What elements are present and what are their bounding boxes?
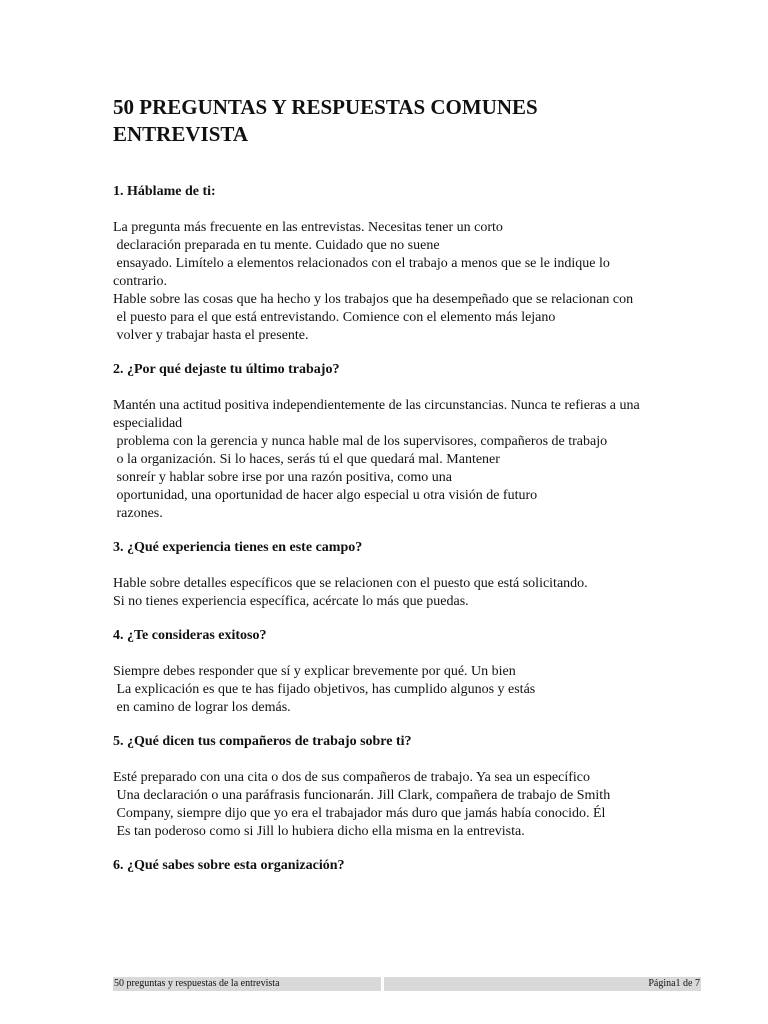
answer-line: Siempre debes responder que sí y explicar brevemente por qué. Un bien [113, 664, 516, 679]
footer-divider-bar [384, 977, 648, 991]
question-section-6 [113, 857, 703, 875]
answer-line: volver y trabajar hasta el presente. [113, 328, 309, 343]
footer-page-number: Página1 de 7 [648, 978, 700, 989]
title-line: 50 PREGUNTAS Y RESPUESTAS COMUNES [113, 95, 538, 119]
answer-line: Hable sobre detalles específicos que se relacionen con el puesto que está solicitando. [113, 576, 588, 591]
answer-line: Es tan poderoso como si Jill lo hubiera dicho ella misma en la entrevista. [113, 824, 525, 839]
title-line: ENTREVISTA [113, 122, 248, 146]
answer-line: contrario. [113, 274, 168, 289]
answer-line: Mantén una actitud positiva independientemente de las circunstancias. Nunca te refieras a una [113, 398, 640, 413]
document-title [113, 94, 703, 148]
answer-line: Si no tienes experiencia específica, acércate lo más que puedas. [113, 594, 469, 609]
answer-line: oportunidad, una oportunidad de hacer algo especial u otra visión de futuro [113, 488, 538, 503]
question-heading: 6. ¿Qué sabes sobre esta organización? [113, 858, 345, 873]
footer-document-title: 50 preguntas y respuestas de la entrevista [113, 977, 381, 991]
question-heading: 3. ¿Qué experiencia tienes en este campo? [113, 540, 363, 555]
question-section-2 [113, 361, 703, 523]
answer-line: declaración preparada en tu mente. Cuidado que no suene [113, 238, 440, 253]
question-section-3 [113, 539, 703, 611]
answer-line: La explicación es que te has fijado objetivos, has cumplido algunos y estás [113, 682, 536, 697]
answer-line: Company, siempre dijo que yo era el trabajador más duro que jamás había conocido. Él [113, 806, 606, 821]
answer-line: Esté preparado con una cita o dos de sus compañeros de trabajo. Ya sea un específico [113, 770, 591, 785]
question-section-4 [113, 627, 703, 717]
answer-line: La pregunta más frecuente en las entrevistas. Necesitas tener un corto [113, 220, 503, 235]
answer-line: o la organización. Si lo haces, serás tú el que quedará mal. Mantener [113, 452, 500, 467]
answer-line: Una declaración o una paráfrasis funcionarán. Jill Clark, compañera de trabajo de Smith [113, 788, 611, 803]
answer-line: sonreír y hablar sobre irse por una razón positiva, como una [113, 470, 453, 485]
answer-line: problema con la gerencia y nunca hable mal de los supervisores, compañeros de trabajo [113, 434, 608, 449]
answer-line: el puesto para el que está entrevistando. Comience con el elemento más lejano [113, 310, 556, 325]
question-heading: 4. ¿Te consideras exitoso? [113, 628, 267, 643]
question-heading: 1. Háblame de ti: [113, 184, 216, 199]
answer-line: razones. [113, 506, 163, 521]
question-section-5 [113, 733, 703, 841]
question-heading: 5. ¿Qué dicen tus compañeros de trabajo sobre ti? [113, 734, 412, 749]
page-footer [113, 977, 701, 991]
answer-line: ensayado. Limítelo a elementos relacionados con el trabajo a menos que se le indique lo [113, 256, 610, 271]
answer-line: Hable sobre las cosas que ha hecho y los trabajos que ha desempeñado que se relacionan con [113, 292, 634, 307]
document-page [113, 94, 703, 893]
answer-line: especialidad [113, 416, 183, 431]
question-section-1 [113, 183, 703, 345]
question-heading: 2. ¿Por qué dejaste tu último trabajo? [113, 362, 340, 377]
answer-line: en camino de lograr los demás. [113, 700, 291, 715]
